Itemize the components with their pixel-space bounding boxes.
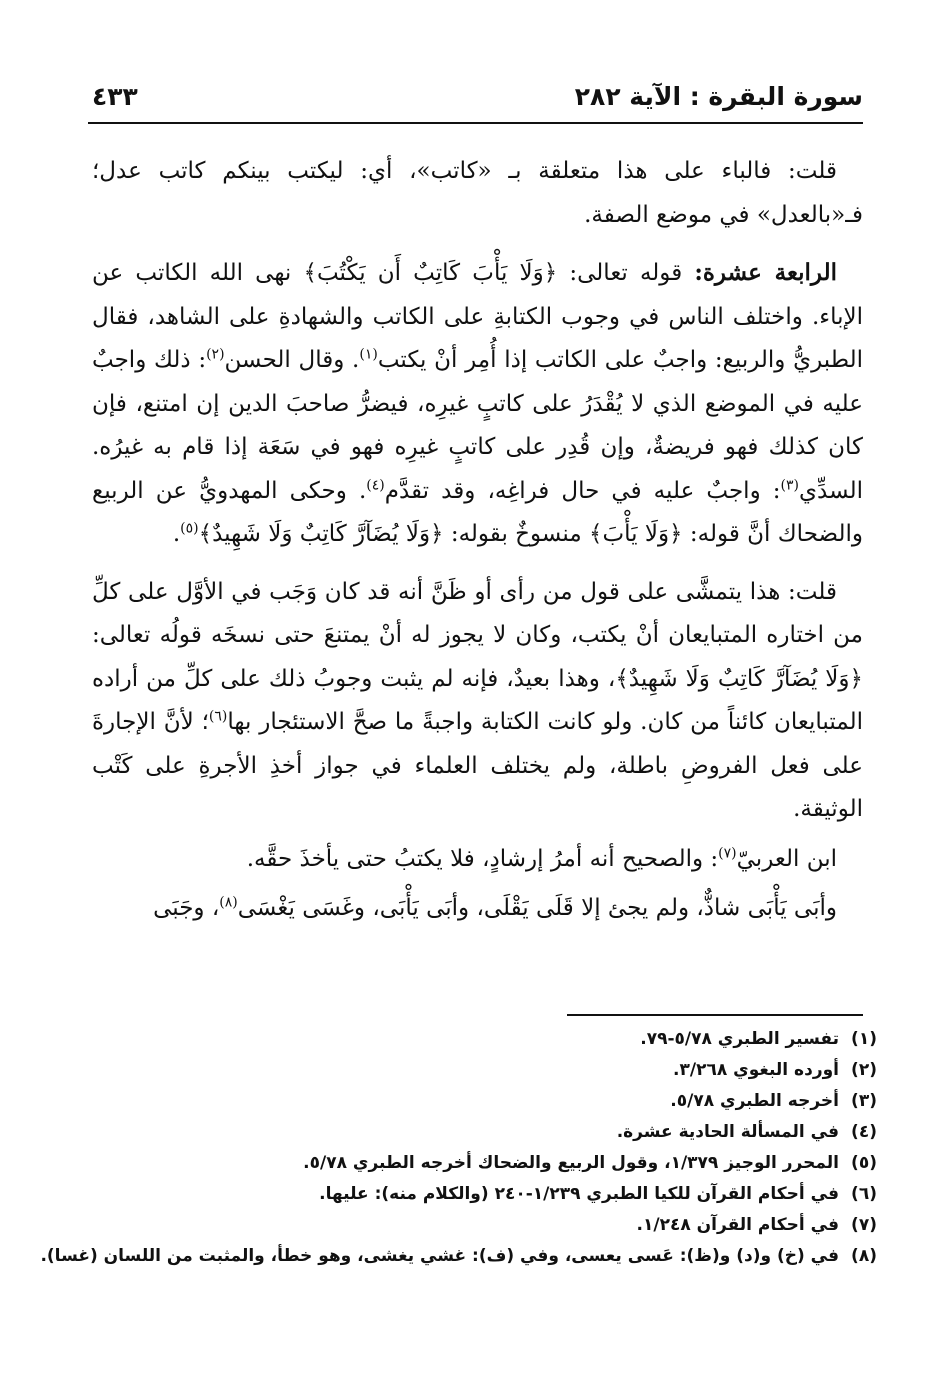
footnote-number: (٥) [851,1153,877,1173]
text-run: : ذلك واجبٌ عليه في الموضع الذي لا يُقْدَرُ على كاتبٍ غيرِه، فيضرُّ صاحبَ الدين إن امتنع، فإن كان كذلك فهو فريضةٌ، وإن قُدِر على كاتبٍ غيرِه فهو في سَعَة إذا قام به غيرُه. السدِّي [92,347,863,504]
footnote-ref[interactable]: (٨) [219,894,238,911]
footnote [92,1148,877,1179]
paragraph-1 [92,150,863,237]
text-run: ؛ لأنَّ الإجارةَ على فعل الفروضِ باطلة، ولم يختلف العلماء في جواز أخذِ الأجرةِ على كَتْب الوثيقة. [92,709,863,822]
page-number: ٤٣٣ [92,81,138,111]
footnote-ref[interactable]: (٣) [780,476,799,493]
footnote-text: في المسألة الحادية عشرة. [616,1122,839,1142]
footnote-number: (٣) [851,1091,877,1111]
footnote-ref[interactable]: (٦) [208,708,228,725]
footnote-number: (٨) [851,1246,877,1266]
footnote-ref[interactable]: (١) [359,346,378,363]
footnote [40,1241,877,1272]
text-run: . [172,521,181,547]
running-header [92,76,863,116]
main-text [92,150,863,937]
text-run: ، وهذا بعيدٌ، فإنه لم يثبت وجوبُ ذلك على كلِّ من أراده المتبايعان كائناً من كان. ولو كانت الكتابة واجبةً ما صحَّ الاستئجار بها [92,665,863,735]
text-run: وأبَى يَأْبَى شاذٌّ، ولم يجئ إلا قَلَى يَقْلَى، وأبَى يَأْبَى، وغَسَى يَغْسَى [237,895,837,921]
footnote [92,1210,877,1241]
text-run: . وحكى المهدويُّ عن الربيع والضحاك أنَّ قوله: [92,477,863,547]
footnote-ref[interactable]: (٢) [206,346,225,363]
footnote-text: أورده البغوي ٣/٢٦٨. [673,1060,839,1080]
footnote-text: أخرجه الطبري ٥/٧٨. [670,1091,839,1111]
footnote-ref[interactable]: (٤) [366,476,385,493]
footnote-number: (١) [851,1029,877,1049]
footnote [92,1024,877,1055]
header-title: سورة البقرة : الآية ٢٨٢ [574,81,863,111]
text-run: : والصحيح أنه أمرُ إرشادٍ، فلا يكتبُ حتى يأخذَ حقَّه. [246,845,719,872]
footnote-text: المحرر الوجيز ١/٣٧٩، وقول الربيع والضحاك أخرجه الطبري ٥/٧٨. [303,1153,839,1173]
footnote-rule [567,1014,863,1016]
paragraph-text: قلت: فالباء على هذا متعلقة بـ «كاتب»، أي: ليكتب بينكم كاتب عدل؛ فـ«بالعدل» في موضع الصفة. [92,158,863,228]
section-heading: الرابعة عشرة: [694,259,837,286]
quran-quote: ﴿وَلَا يُضَآرَّ كَاتِبٌ وَلَا شَهِيدٌ﴾ [615,665,863,692]
paragraph-5 [92,887,863,931]
text-run: ابن العربيّ [736,845,837,872]
text-run: نهى الله الكاتب عن الإباء. واختلف الناس في وجوب الكتابةِ على الكاتب والشهادةِ على الشاهد، فقال الطبريُّ والربيع: واجبٌ على الكاتب إذا أُمِر أنْ يكتب [92,260,864,373]
footnotes [40,1024,877,1272]
footnote-number: (٧) [851,1215,877,1235]
footnote-text: تفسير الطبري ٥/٧٨-٧٩. [640,1029,839,1049]
footnote-text: في أحكام القرآن للكيا الطبري ١/٢٣٩-٢٤٠ (والكلام منه): عليها. [319,1184,839,1204]
footnote [92,1117,877,1148]
footnote-text: في أحكام القرآن ١/٢٤٨. [636,1215,839,1235]
paragraph-4 [92,838,863,882]
footnote-number: (٤) [851,1122,877,1142]
footnote [92,1086,877,1117]
quran-quote: ﴿وَلَا يَأْبَ كَاتِبٌ أَن يَكْتُبَ﴾ [303,260,558,286]
text-run: قوله تعالى: [557,260,695,286]
footnote-text: في (خ) و(د) و(ظ): عَسى يعسى، وفي (ف): غشي يغشى، وهو خطأ، والمثبت من اللسان (غسا). [40,1246,839,1266]
footnote-ref[interactable]: (٧) [718,844,737,861]
text-run: : واجبٌ عليه في حال فراغِه، وقد تقدَّم [384,477,781,504]
header-rule [88,122,863,124]
text-run: . وقال الحسن [224,347,360,373]
quran-quote: ﴿وَلَا يُضَآرَّ كَاتِبٌ وَلَا شَهِيدٌ﴾ [198,521,444,547]
footnote [92,1055,877,1086]
footnote-number: (٢) [851,1060,877,1080]
paragraph-2 [92,251,863,557]
quran-quote: ﴿وَلَا يَأْبَ﴾ [588,521,683,547]
footnote [92,1179,877,1210]
paragraph-3 [92,571,863,832]
footnote-number: (٦) [851,1184,877,1204]
footnote-ref[interactable]: (٥) [180,520,199,537]
text-run: منسوخٌ بقوله: [443,521,589,547]
text-run: ، وجَبَى [153,895,220,921]
text-run: قلت: هذا يتمشَّى على قول من رأى أو ظَنَّ أنه قد كان وَجَب في الأوَّل على كلِّ من اختاره المتبايعان أنْ يكتب، وكان لا يجوز له أنْ يمتنعَ حتى نسخَه قولُه تعالى: [92,578,863,648]
